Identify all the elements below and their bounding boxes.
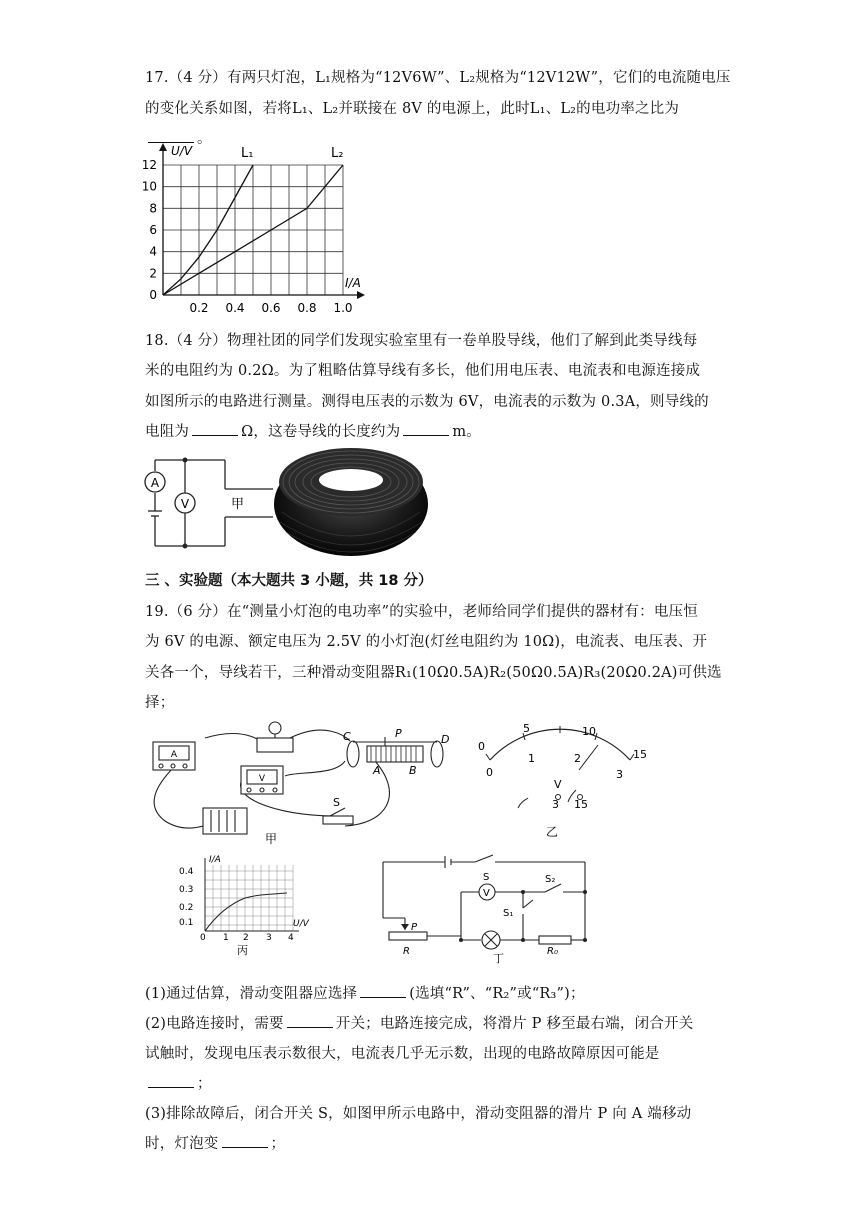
y-tick-label: 8 bbox=[149, 201, 157, 216]
answer-blank bbox=[360, 983, 406, 998]
ding-s2-label: S₂ bbox=[545, 874, 556, 885]
x-tick-label: 0.2 bbox=[189, 301, 209, 315]
q19-p1-a: (1)通过估算，滑动变阻器应选择 bbox=[145, 986, 358, 1002]
voltmeter-label: V bbox=[180, 497, 190, 511]
fig-jia-physical-circuit bbox=[145, 716, 465, 846]
answer-blank bbox=[148, 1073, 194, 1088]
dial-top-5: 5 bbox=[523, 722, 530, 735]
dial-term-3: 3 bbox=[552, 798, 559, 811]
jia-label: 甲 bbox=[231, 497, 245, 512]
dial-bottom-2: 2 bbox=[574, 752, 581, 765]
y-tick-label: 12 bbox=[141, 158, 157, 172]
y-tick-label: 2 bbox=[149, 266, 157, 281]
x-axis-label: I/A bbox=[345, 276, 361, 290]
terminal-d: D bbox=[441, 733, 450, 746]
section-title: 三 、实验题（本大题共 3 小题，共 18 分） bbox=[145, 573, 433, 589]
q18-line4 bbox=[145, 420, 481, 441]
fig-yi-caption: 乙 bbox=[546, 825, 559, 839]
series-label-2: L₂ bbox=[331, 146, 344, 161]
fig-jia-voltmeter-label: V bbox=[258, 774, 266, 784]
fig-jia-caption: 甲 bbox=[265, 832, 278, 846]
ding-p-label: P bbox=[411, 922, 418, 933]
bing-x-1: 1 bbox=[223, 933, 229, 943]
answer-blank bbox=[192, 421, 238, 436]
y-axis-label: U/V bbox=[171, 144, 193, 158]
terminal-c: C bbox=[343, 730, 351, 743]
q19-p3-line2 bbox=[145, 1132, 285, 1153]
q17-line2: 的变化关系如图，若将L₁、L₂并联接在 8V 的电源上，此时L₁、L₂的电功率之比为 bbox=[145, 101, 680, 117]
bing-y-0-2: 0.2 bbox=[179, 903, 194, 913]
q19-p2-a: (2)电路连接时，需要 bbox=[145, 1016, 284, 1032]
ding-s1-label: S₁ bbox=[503, 908, 514, 919]
q19-p3-line2-a: 时，灯泡变 bbox=[145, 1136, 219, 1152]
q19-p3-line2-b: ； bbox=[270, 1136, 286, 1152]
q17-iu-chart bbox=[141, 144, 365, 320]
q19-p1 bbox=[145, 982, 585, 1003]
bing-y-0-1: 0.1 bbox=[179, 918, 194, 928]
q19-line2: 为 6V 的电源、额定电压为 2.5V 的小灯泡(灯丝电阻约为 10Ω)，电流表、电压表、开 bbox=[145, 634, 708, 650]
dial-top-10: 10 bbox=[582, 725, 596, 738]
bing-x-4: 4 bbox=[288, 933, 294, 943]
dial-zero: 0 bbox=[478, 740, 485, 753]
q19-p2-line3 bbox=[145, 1072, 212, 1093]
bing-y-0-4: 0.4 bbox=[179, 867, 194, 877]
dial-v-label: V bbox=[554, 778, 562, 791]
q17-line3-suffix: 。 bbox=[197, 131, 212, 147]
fig-bing-iu-chart bbox=[175, 850, 315, 960]
answer-blank bbox=[222, 1133, 268, 1148]
dial-top-15: 15 bbox=[633, 748, 647, 761]
y-tick-label: 10 bbox=[141, 179, 157, 194]
dial-term-15: 15 bbox=[574, 798, 588, 811]
q19-p3-line1: (3)排除故障后，闭合开关 S，如图甲所示电路中，滑动变阻器的滑片 P 向 A 端移动 bbox=[145, 1106, 692, 1122]
fig-ding-caption: 丁 bbox=[493, 952, 504, 965]
ding-v-label: V bbox=[483, 888, 490, 899]
answer-blank bbox=[148, 128, 194, 143]
bing-x-2: 2 bbox=[243, 933, 249, 943]
slider-p: P bbox=[395, 727, 402, 740]
y-tick-label: 6 bbox=[149, 223, 157, 237]
dial-bottom-3: 3 bbox=[616, 768, 623, 781]
switch-s-label: S bbox=[333, 796, 340, 809]
q18-line4-c: m。 bbox=[452, 424, 481, 440]
q19-line4: 择； bbox=[145, 695, 175, 711]
y-tick-label: 4 bbox=[149, 244, 157, 259]
q19-p1-b: (选填“R”、“R₂”或“R₃”)； bbox=[409, 986, 585, 1002]
fig-bing-caption: 丙 bbox=[237, 944, 248, 957]
ammeter-label: A bbox=[150, 476, 160, 490]
q19-line1: 19.（6 分）在“测量小灯泡的电功率”的实验中，老师给同学们提供的器材有：电压恒 bbox=[145, 604, 698, 620]
ding-s-label: S bbox=[483, 872, 490, 883]
x-tick-label: 0.8 bbox=[297, 301, 317, 315]
bing-ylabel: I/A bbox=[209, 855, 221, 865]
fig-ding-schematic bbox=[375, 850, 600, 965]
q17-line1: 17.（4 分）有两只灯泡，L₁规格为“12V6W”、L₂规格为“12V12W”，它们的电流随电压 bbox=[145, 70, 731, 86]
q19-p2-line2: 试触时，发现电压表示数很大，电流表几乎无示数，出现的电路故障原因可能是 bbox=[145, 1046, 660, 1062]
bing-y-0-3: 0.3 bbox=[179, 885, 194, 895]
q18-line1: 18.（4 分）物理社团的同学们发现实验室里有一卷单股导线，他们了解到此类导线每 bbox=[145, 333, 698, 349]
dial-bottom-0: 0 bbox=[486, 766, 493, 779]
q19-line3: 关各一个，导线若干，三种滑动变阻器R₁(10Ω0.5A)R₂(50Ω0.5A)R₃(20Ω0.2A)可供选 bbox=[145, 665, 722, 681]
q18-line4-b: Ω，这卷导线的长度约为 bbox=[241, 424, 401, 440]
terminal-b: B bbox=[409, 764, 417, 777]
answer-blank bbox=[287, 1013, 333, 1028]
ding-r-label: R bbox=[403, 946, 410, 957]
q18-line4-a: 电阻为 bbox=[145, 424, 190, 440]
x-tick-label: 1.0 bbox=[333, 301, 353, 315]
series-label-1: L₁ bbox=[241, 146, 254, 161]
fig-jia-ammeter-label: A bbox=[170, 750, 178, 760]
ding-r0-label: R₀ bbox=[547, 946, 558, 957]
y-tick-label: 0 bbox=[149, 288, 157, 302]
terminal-a: A bbox=[373, 764, 381, 777]
q19-p2-b: 开关；电路连接完成，将滑片 P 移至最右端，闭合开关 bbox=[335, 1016, 694, 1032]
q18-circuit-diagram bbox=[145, 445, 285, 555]
x-tick-label: 0.6 bbox=[261, 301, 281, 315]
bing-x-0: 0 bbox=[200, 933, 206, 943]
x-tick-label: 0.4 bbox=[225, 301, 245, 315]
x-axis-arrow bbox=[357, 291, 365, 299]
q18-line2: 米的电阻约为 0.2Ω。为了粗略估算导线有多长，他们用电压表、电流表和电源连接成 bbox=[145, 363, 701, 379]
fig-yi-voltmeter-dial bbox=[470, 720, 660, 845]
dial-bottom-1: 1 bbox=[528, 752, 535, 765]
wire-coil-photo bbox=[272, 442, 430, 558]
bing-xlabel: U/V bbox=[293, 919, 309, 929]
answer-blank bbox=[403, 421, 449, 436]
q19-p2 bbox=[145, 1012, 693, 1033]
q19-p2-line3-suffix: ； bbox=[197, 1076, 212, 1092]
bing-x-3: 3 bbox=[266, 933, 272, 943]
q18-line3: 如图所示的电路进行测量。测得电压表的示数为 6V，电流表的示数为 0.3A，则导线的 bbox=[145, 394, 709, 410]
